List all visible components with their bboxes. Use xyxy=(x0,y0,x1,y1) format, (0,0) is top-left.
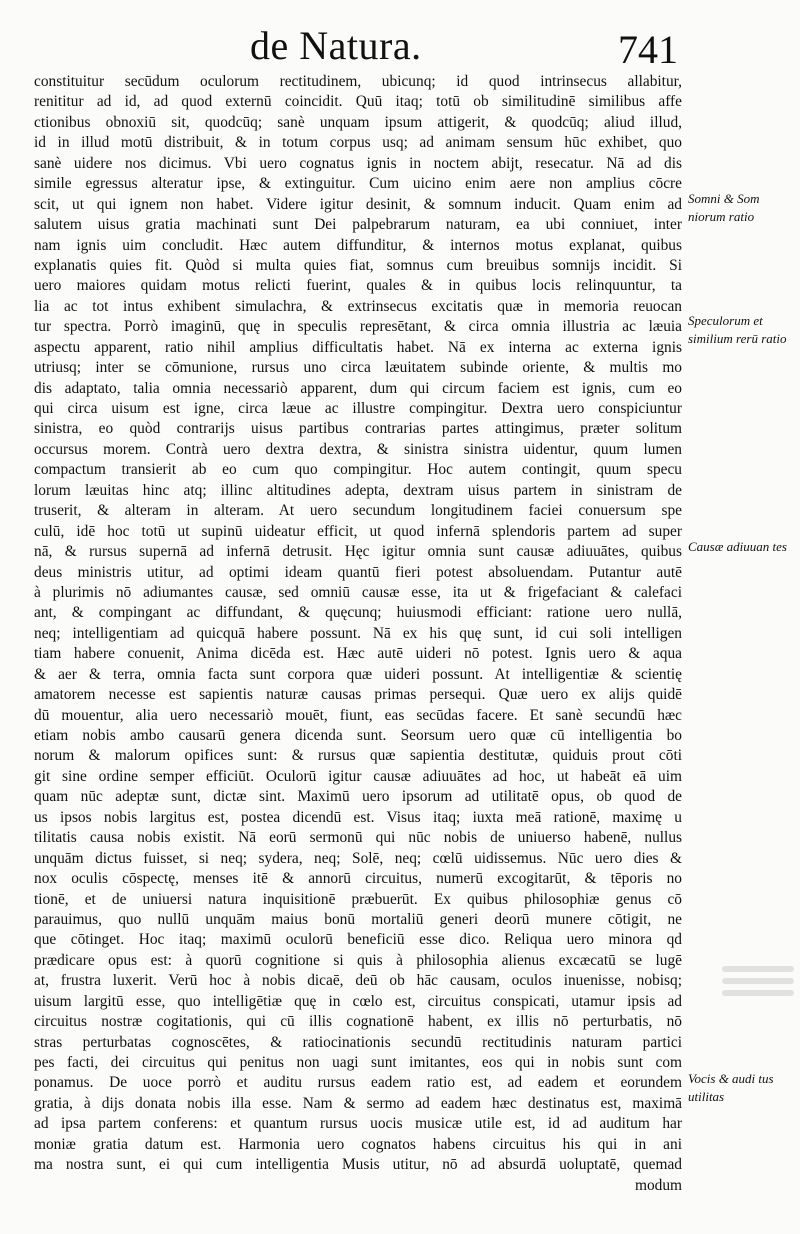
margin-note-somni: Somni & Som niorum ratio xyxy=(688,191,760,224)
text-line: stras perturbatas cognoscētes, & ratiocinationis secundū rectitudinis naturam partici xyxy=(34,1033,682,1051)
text-line: occursus morem. Contrà uero dextra dextra, & sinistra sinistra uidentur, quum lumen xyxy=(34,440,682,458)
text-line: compactum transierit ab eo cum quo compingitur. Hoc autem contingit, quum specu xyxy=(34,461,682,479)
text-line: à plurimis nō adiumantes causæ, sed omniū causæ esse, ita ut & frigefaciant & calefaci xyxy=(34,583,682,601)
text-line: scit, ut qui ignem non habet. Videre igitur desinit, & somnum inducit. Quam enim ad xyxy=(34,195,682,213)
running-title: de Natura. xyxy=(250,23,422,68)
text-line: tur spectra. Porrò imaginū, quę in speculis represētant, & circa omnia illustria ac læuia xyxy=(34,318,682,336)
text-line: lorum læuitas hinc atq; illinc altitudines adepta, dextram uisus partem in sinistram de xyxy=(34,481,682,499)
text-line: ctionibus obnoxiū sit, quodcūq; sanè unquam ipsum attigerit, & quodcūq; aliud illud, xyxy=(34,113,682,131)
text-line: constituitur secūdum oculorum rectitudinem, ubicunq; id quod intrinsecus allabitur, xyxy=(34,73,682,90)
text-line: lia ac tot intus exhibent simulachra, & extrinsecus excitatis quæ in memoria reuocan xyxy=(34,297,682,315)
text-line: sinistra, eo quòd contrarijs uisus partibus contrarias partes attingimus, præter solitum xyxy=(34,420,682,438)
text-line: ant, & compingant ac diffundant, & quęcunq; huiusmodi efficiant: ratione uero nullā, xyxy=(34,604,682,622)
text-line: amatorem necesse est sapientis naturæ causas primas persequi. Quæ uero ex alijs quidē xyxy=(34,686,682,704)
faded-bleedthrough-mark xyxy=(722,960,794,1006)
text-line: ad ipsa partem conferens: et quantum rursus uocis musicæ utile est, id ad auditum har xyxy=(34,1115,682,1133)
margin-note-speculorum: Speculorum et similium rerū ratio xyxy=(688,313,787,346)
text-line: git sine ordine semper efficiūt. Oculorū igitur causæ adiuuātes ad hoc, ut habeāt eā uim xyxy=(34,767,682,785)
text-line: nā, & rursus supernā ad infernā detrusit. Hęc igitur omnia sunt causæ adiuuātes, quibus xyxy=(34,543,682,561)
text-line: norum & malorum opifices sunt: & rursus quæ sapientia destitutæ, quiduis prout cōti xyxy=(34,747,682,765)
text-line: dis adaptato, talia omnia necessariò apparent, dum qui circum faciem est ignis, cum eo xyxy=(34,379,682,397)
page-number: 741 xyxy=(618,27,678,72)
text-line: explanatis quies fit. Quòd si multa quies fiat, somnus cum breuibus somnijs incidit. Si xyxy=(34,256,682,274)
text-line: pes facti, dei circuitus qui penitus non uagi sunt imitantes, eos qui in nobis sunt com xyxy=(34,1054,682,1071)
text-line: uero maiores quidam motus relicti fuerint, quales & in quibus locis relinquuntur, ta xyxy=(34,277,682,295)
text-line: qui circa uisum est igne, circa læue ac illustre compingitur. Dextra uero conspiciuntur xyxy=(34,400,682,417)
text-line: gratia, à dijs donata nobis illa esse. Nam & sermo ad eadem hæc destinatus est, maximā xyxy=(34,1094,682,1112)
text-line: neq; intelligentiam ad quicquā habere possunt. Nā ex his quę sunt, id cui soli intelligen xyxy=(34,624,682,642)
text-line: culū, idē hoc totū ut supinū uideatur efficit, ut quod infernā splendoris partem ad super xyxy=(34,522,682,540)
text-line: renititur ad id, ad quod externū coincidit. Quū itaq; totū ob similitudinē similibus affe xyxy=(34,93,682,111)
text-line: nam ignis uim concludit. Hæc autem diffunditur, & internos motus explanat, quibus xyxy=(34,236,682,254)
text-line: at, frustra luxerit. Verū hoc à nobis dicaē, deū ob hāc causam, oculos inuenisse, nobisq; xyxy=(34,972,682,990)
text-line: sanè uidere nos dicimus. Vbi uero cognatus ignis in noctem abijt, resecatur. Nā ad dis xyxy=(34,154,682,172)
text-line: modum xyxy=(634,1176,682,1194)
text-line: truserit, & alteram in alteram. At uero secundum longitudinem faciei conuersum spe xyxy=(34,502,682,520)
text-line: moniæ gratia datum est. Harmonia uero cognatos habens circuitus his qui in ani xyxy=(34,1135,682,1153)
text-line: nox oculis cōspectę, menses itē & annorū circuitus, numerū excogitarūt, & tēporis no xyxy=(34,870,682,888)
body-text-block xyxy=(34,72,682,1196)
text-line: tiam habere conuenit, Anima dicēda est. Hæc autē uideri nō potest. Ignis uero & aqua xyxy=(34,645,682,663)
text-line: ma nostra sunt, ei qui cum intelligentia Musis utitur, nō ad absurdā uoluptatē, quemad xyxy=(34,1156,682,1174)
text-line: us ipsos nobis largitus est, postea dicendū est. Visus itaq; iuxta meā rationē, maximę u xyxy=(34,808,682,826)
text-line: tilitatis causa nobis existit. Nā eorū sermonū qui nūc nobis de uniuerso habenē, nullus xyxy=(34,829,682,847)
text-line: simile egressus alteratur ipse, & extinguitur. Cum uicino enim aere non amplius cōcre xyxy=(34,175,682,193)
text-line: id in illud motū distribuit, & in totum corpus usq; ad animam sensum hūc exhibet, quo xyxy=(34,134,682,152)
text-line: ponamus. De uoce porrò et auditu rursus eadem ratio est, ad eadem et eorundem xyxy=(34,1074,682,1092)
text-line: etiam nobis ambo causarū genera dicenda sunt. Seorsum uero quæ cū intelligentia bo xyxy=(34,727,682,744)
text-line: prædicare opus est: à quorū cognitione si quis à philosophia alienus excæcatū se lugē xyxy=(34,951,682,969)
text-line: que cōtinget. Hoc itaq; maximū oculorū beneficiū esse dico. Reliqua uero minora qd xyxy=(34,931,682,949)
text-line: dū mouentur, alia uero necessariò mouēt, fiunt, eas secūdas facere. Et sanè secundū hæc xyxy=(34,706,682,724)
text-line: parauimus, quo nullū unquām maius bonū mortaliū generi deorū munere cōtigit, ne xyxy=(34,910,682,928)
text-line: & aer & terra, omnia facta sunt corpora quæ uideri possunt. At intelligentiæ & scientię xyxy=(34,665,682,683)
text-line: aspectu apparent, ratio nihil amplius difficultatis habet. Nā ex interna ac externa ignis xyxy=(34,338,682,356)
text-line: deus ministris utitur, ad optimi ideam quantū fieri potest absoluendam. Putantur autē xyxy=(34,563,682,581)
text-line: uisum largitū esse, quo intelligētiæ quę in cœlo est, circuitus conspicati, utamur ipsis ad xyxy=(34,992,682,1010)
text-line: tionē, et de uniuersi natura inquisitionē præbuerūt. Ex quibus philosophiæ genus cō xyxy=(34,890,682,908)
text-line: utriusq; inter se cōmunione, rursus uno circa læuitatem subinde oriente, & multis mo xyxy=(34,359,682,377)
text-line: unquām dictus fuisset, si neq; sydera, neq; Solē, neq; cœlū uidissemus. Nūc uero dies & xyxy=(34,849,682,867)
text-line: salutem uisus gratia machinati sunt Dei palpebrarum naturam, ea ubi conniuet, inter xyxy=(34,216,682,234)
margin-note-causae: Causæ adiuuan tes xyxy=(688,539,787,554)
text-line: quam nūc adeptæ sunt, dictæ sint. Maximū uero ipsorum ad utilitatē opus, ob quod de xyxy=(34,788,682,806)
text-line: circuitus nostræ cogitationis, qui cū illis cognationē habent, ex illis nō perturbatis, nō xyxy=(34,1013,682,1031)
margin-note-vocis: Vocis & audi tus utilitas xyxy=(688,1071,774,1104)
